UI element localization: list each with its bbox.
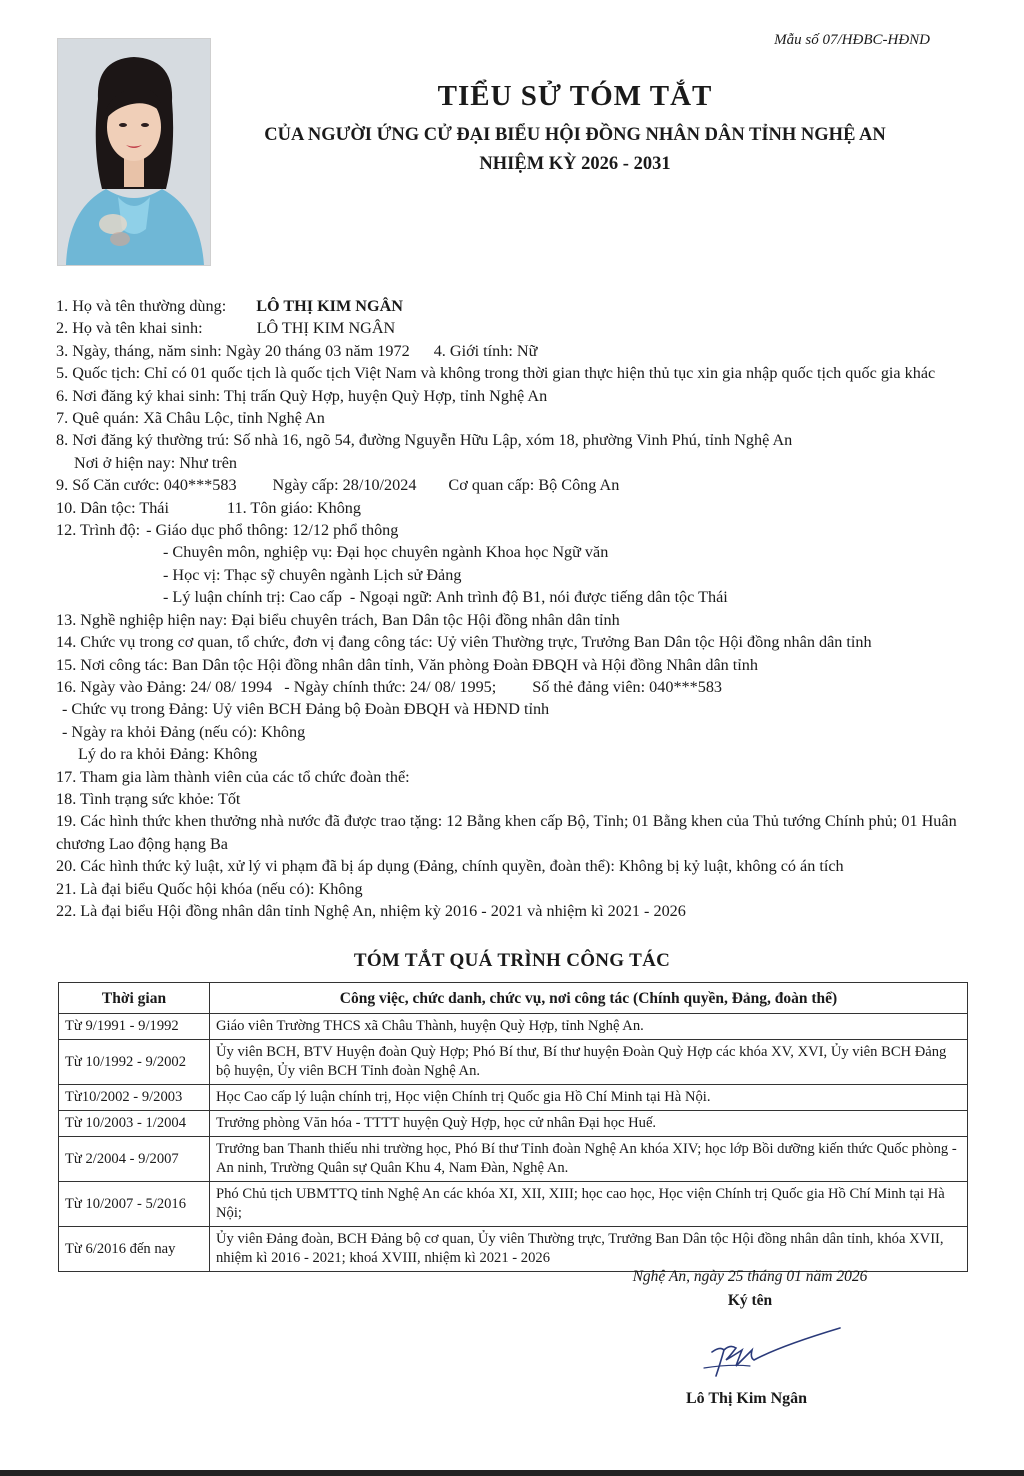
career-table-header <box>59 983 968 1014</box>
party-card-number: Số thẻ đảng viên: 040***583 <box>532 677 723 696</box>
info-line-12 <box>56 519 976 541</box>
title-block <box>220 80 930 175</box>
table-row <box>59 1014 968 1040</box>
religion: 11. Tôn giáo: Không <box>227 498 361 517</box>
common-name-value: LÔ THỊ KIM NGÂN <box>256 297 403 315</box>
signature-block <box>600 1268 900 1310</box>
row-work: Phó Chủ tịch UBMTTQ tỉnh Nghệ An các khóa XI, XII, XIII; học cao học, Học viện Chính trị Quốc gia Hồ Chí Minh tại Hà Nội; <box>210 1182 968 1227</box>
party-leave-date: - Ngày ra khỏi Đảng (nếu có): Không <box>62 722 306 741</box>
health-status: 18. Tình trạng sức khỏe: Tốt <box>56 789 241 808</box>
signature-date: Nghệ An, ngày 25 tháng 01 năm 2026 <box>632 1268 868 1285</box>
row-period: Từ 10/1992 - 9/2002 <box>59 1040 210 1085</box>
career-table <box>58 982 968 1272</box>
party-leave-reason: Lý do ra khỏi Đảng: Không <box>78 745 258 764</box>
document-title: TIỂU SỬ TÓM TẮT <box>437 80 713 112</box>
bottom-edge-bar <box>0 1470 1024 1476</box>
id-number: 9. Số Căn cước: 040***583 <box>56 476 237 495</box>
row-work: Ủy viên Đảng đoàn, BCH Đảng bộ cơ quan, Ủy viên Thường trực, Trưởng Ban Dân tộc Hội đồng nhân dân tỉnh, khóa XVII, nhiệm kì 2016 - 2021; khoá XVIII, nhiệm kì 2021 - 2026 <box>210 1227 968 1272</box>
table-row <box>59 1111 968 1137</box>
table-row <box>59 1227 968 1272</box>
ethnicity: 10. Dân tộc: Thái <box>56 498 169 517</box>
signer-name: Lô Thị Kim Ngân <box>686 1390 808 1407</box>
current-position: 14. Chức vụ trong cơ quan, tổ chức, đơn vị đang công tác: Uỷ viên Thường trực, Trưởng Ban Dân tộc Hội đồng nhân dân tỉnh <box>56 633 872 652</box>
document-term: NHIỆM KỲ 2026 - 2031 <box>479 154 671 174</box>
info-line-10 <box>56 497 976 519</box>
row-period: Từ 10/2007 - 5/2016 <box>59 1182 210 1227</box>
hometown: 7. Quê quán: Xã Châu Lộc, tỉnh Nghệ An <box>56 409 325 428</box>
nationality: 5. Quốc tịch: Chỉ có 01 quốc tịch là quốc tịch Việt Nam và không trong thời gian thực hiện thủ tục xin gia nhập quốc tịch quốc gia khác <box>56 364 936 383</box>
permanent-residence: 8. Nơi đăng ký thường trú: Số nhà 16, ngõ 54, đường Nguyễn Hữu Lập, xóm 18, phường Vinh Phú, tỉnh Nghệ An <box>56 431 793 450</box>
national-assembly-delegate: 21. Là đại biểu Quốc hội khóa (nếu có): Không <box>56 879 363 898</box>
party-position: - Chức vụ trong Đảng: Uỷ viên BCH Đảng bộ Đoàn ĐBQH và HĐND tỉnh <box>62 700 550 719</box>
education-professional: - Chuyên môn, nghiệp vụ: Đại học chuyên ngành Khoa học Ngữ văn <box>163 543 609 562</box>
education-politics-language <box>56 586 976 608</box>
portrait-photo <box>57 38 211 266</box>
form-code: Mẫu số 07/HĐBC-HĐND <box>774 32 930 48</box>
info-line-9 <box>56 474 976 496</box>
education-general: - Giáo dục phổ thông: 12/12 phổ thông <box>146 521 399 540</box>
row-period: Từ 9/1991 - 9/1992 <box>59 1014 210 1040</box>
row-period: Từ 2/2004 - 9/2007 <box>59 1137 210 1182</box>
current-occupation: 13. Nghề nghiệp hiện nay: Đại biểu chuyên trách, Ban Dân tộc Hội đồng nhân dân tỉnh <box>56 610 620 629</box>
info-line-3 <box>56 340 976 362</box>
birth-name-label: 2. Họ và tên khai sinh: <box>56 319 203 338</box>
discipline: 20. Các hình thức kỷ luật, xử lý vi phạm đã bị áp dụng (Đảng, chính quyền, đoàn thể): Không bị kỷ luật, không có án tích <box>56 857 844 876</box>
birth-name-value: LÔ THỊ KIM NGÂN <box>256 319 396 338</box>
row-period: Từ10/2002 - 9/2003 <box>59 1085 210 1111</box>
current-residence: Nơi ở hiện nay: Như trên <box>74 453 238 472</box>
row-work: Trưởng phòng Văn hóa - TTTT huyện Quỳ Hợp, học cử nhân Đại học Huế. <box>210 1111 968 1137</box>
row-work: Ủy viên BCH, BTV Huyện đoàn Quỳ Hợp; Phó Bí thư, Bí thư huyện Đoàn Quỳ Hợp các khóa XV, XVI, Ủy viên BCH Đảng bộ huyện, Ủy viên BCH Tỉnh đoàn Nghệ An. <box>210 1040 968 1085</box>
education-label: 12. Trình độ: <box>56 521 141 540</box>
table-row <box>59 1040 968 1085</box>
table-row <box>59 1137 968 1182</box>
awards: 19. Các hình thức khen thưởng nhà nước đã được trao tặng: 12 Bằng khen cấp Bộ, Tỉnh; 01 Bằng khen của Thủ tướng Chính phủ; 01 Huân chương Lao động hạng Ba <box>56 812 957 853</box>
row-period: Từ 6/2016 đến nay <box>59 1227 210 1272</box>
id-issue-date: Ngày cấp: 28/10/2024 <box>272 476 417 495</box>
council-delegate: 22. Là đại biểu Hội đồng nhân dân tỉnh Nghệ An, nhiệm kỳ 2016 - 2021 và nhiệm kì 2021 - 2026 <box>56 901 686 920</box>
row-work: Trưởng ban Thanh thiếu nhi trường học, Phó Bí thư Tỉnh đoàn Nghệ An khóa XIV; học lớp Bồi dưỡng kiến thức Quốc phòng - An ninh, Trường Quân sự Quân Khu 4, Nam Đàn, Nghệ An. <box>210 1137 968 1182</box>
party-official-date: - Ngày chính thức: 24/ 08/ 1995; <box>284 677 497 696</box>
birth-date: 3. Ngày, tháng, năm sinh: Ngày 20 tháng 03 năm 1972 <box>56 341 410 360</box>
education-degree: - Học vị: Thạc sỹ chuyên ngành Lịch sử Đảng <box>163 565 462 584</box>
organizations: 17. Tham gia làm thành viên của các tổ chức đoàn thể: <box>56 767 410 786</box>
info-line-16 <box>56 676 976 698</box>
table-row <box>59 1085 968 1111</box>
birth-registration: 6. Nơi đăng ký khai sinh: Thị trấn Quỳ Hợp, huyện Quỳ Hợp, tỉnh Nghệ An <box>56 386 548 405</box>
workplace: 15. Nơi công tác: Ban Dân tộc Hội đồng nhân dân tỉnh, Văn phòng Đoàn ĐBQH và Hội đồng Nhân dân tỉnh <box>56 655 758 674</box>
common-name-label: 1. Họ và tên thường dùng: <box>56 297 227 315</box>
id-issuer: Cơ quan cấp: Bộ Công An <box>448 476 620 495</box>
table-row <box>59 1182 968 1227</box>
gender: 4. Giới tính: Nữ <box>433 341 538 360</box>
personal-info <box>56 295 976 922</box>
row-period: Từ 10/2003 - 1/2004 <box>59 1111 210 1137</box>
handwritten-signature <box>690 1320 860 1390</box>
career-section-title: TÓM TẮT QUÁ TRÌNH CÔNG TÁC <box>353 950 671 971</box>
party-join-date: 16. Ngày vào Đảng: 24/ 08/ 1994 <box>56 677 273 696</box>
document-subtitle: CỦA NGƯỜI ỨNG CỬ ĐẠI BIỂU HỘI ĐỒNG NHÂN DÂN TỈNH NGHỆ AN <box>264 125 886 145</box>
signature-label: Ký tên <box>727 1292 773 1309</box>
column-header-period: Thời gian <box>59 983 210 1014</box>
foreign-language: - Ngoại ngữ: Anh trình độ B1, nói được tiếng dân tộc Thái <box>349 588 728 607</box>
column-header-work: Công việc, chức danh, chức vụ, nơi công tác (Chính quyền, Đảng, đoàn thể) <box>210 983 968 1014</box>
info-line-1 <box>56 295 976 317</box>
political-theory: - Lý luận chính trị: Cao cấp <box>163 588 342 607</box>
row-work: Học Cao cấp lý luận chính trị, Học viện Chính trị Quốc gia Hồ Chí Minh tại Hà Nội. <box>210 1085 968 1111</box>
row-work: Giáo viên Trường THCS xã Châu Thành, huyện Quỳ Hợp, tỉnh Nghệ An. <box>210 1014 968 1040</box>
info-line-2 <box>56 317 976 339</box>
